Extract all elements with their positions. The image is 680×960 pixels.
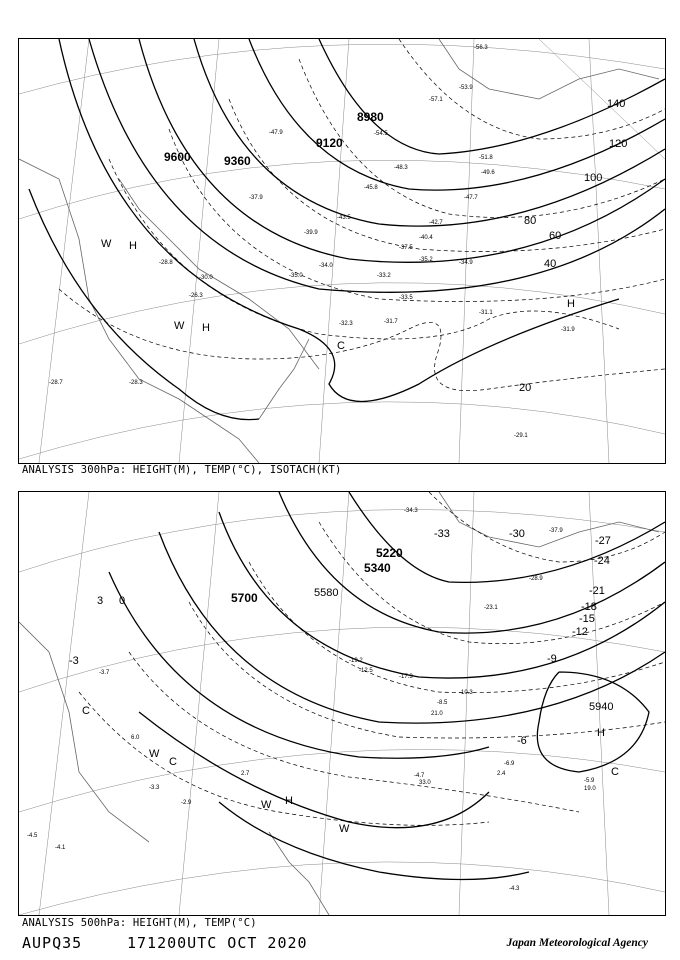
warm-center: W (339, 823, 350, 835)
height-label: 5340 (364, 561, 391, 575)
temp-label: -37.9 (549, 528, 563, 534)
cold-center: C (82, 705, 90, 717)
temp-label: -37.9 (249, 195, 263, 201)
temp-label: -56.3 (474, 45, 488, 51)
isotherm-label: -27 (595, 535, 611, 547)
map-300hpa (19, 39, 665, 463)
temp-label: -3.7 (99, 670, 110, 676)
high-center: H (597, 727, 605, 739)
temp-label: -19.2 (349, 658, 363, 664)
high-center: H (285, 795, 293, 807)
temp-label: -54.5 (374, 131, 388, 137)
temp-label: -34.0 (319, 263, 333, 269)
temp-label: -33.2 (377, 273, 391, 279)
height-label: 9600 (164, 150, 191, 164)
cold-center: C (337, 340, 345, 352)
temp-label: -12.5 (359, 668, 373, 674)
height-label: 9120 (316, 136, 343, 150)
isotherm-label: -12 (572, 626, 588, 638)
lat-lon-grid (19, 39, 665, 463)
isotherm-label: -6 (517, 735, 527, 747)
isotach-label: 120 (609, 138, 628, 150)
temp-label: -43.5 (337, 215, 351, 221)
temp-label: -51.8 (479, 155, 493, 161)
height-label: 5700 (231, 591, 258, 605)
temp-label: -2.9 (181, 800, 192, 806)
isotach-label: 140 (607, 98, 626, 110)
temp-label: 2.7 (241, 771, 250, 777)
isotherm-label: -9 (547, 653, 557, 665)
isotherm-label: -24 (594, 555, 610, 567)
height-label: 5580 (314, 587, 339, 599)
height-label: 8980 (357, 110, 384, 124)
temp-label: -37.5 (399, 245, 413, 251)
isotach-label: 100 (584, 172, 603, 184)
temp-label: -29.1 (514, 433, 528, 439)
temp-label: -31.1 (479, 310, 493, 316)
lat-lon-grid (19, 492, 665, 915)
temp-label: -4.5 (27, 833, 38, 839)
temp-label: -34.3 (404, 508, 418, 514)
height-contours (29, 39, 665, 420)
high-center: H (129, 240, 137, 252)
isotherm-label: -33 (434, 528, 450, 540)
temp-label: -33.5 (399, 295, 413, 301)
temp-label: -35.0 (289, 273, 303, 279)
warm-center: W (174, 320, 185, 332)
panel-caption-300hpa: ANALYSIS 300hPa: HEIGHT(M), TEMP(°C), ISOTACH(KT) (22, 464, 342, 476)
isotherm-contours (59, 39, 665, 391)
height-label: 5220 (376, 546, 403, 560)
temp-label: -3.3 (149, 785, 160, 791)
coastlines (19, 39, 659, 463)
temp-label: -34.9 (459, 260, 473, 266)
temp-label: -17.3 (399, 674, 413, 680)
warm-center: W (149, 748, 160, 760)
temp-label: -10.3 (459, 690, 473, 696)
high-center: H (202, 322, 210, 334)
temp-label: -28.9 (529, 576, 543, 582)
warm-center: W (101, 238, 112, 250)
temp-label: -47.9 (269, 130, 283, 136)
temp-label: 19.0 (584, 786, 596, 792)
temp-label: -42.7 (429, 220, 443, 226)
temp-label: -28.3 (129, 380, 143, 386)
temp-label: -53.9 (459, 85, 473, 91)
isotach-label: 60 (549, 230, 562, 242)
temp-label: -39.9 (304, 230, 318, 236)
temp-label: -57.1 (429, 97, 443, 103)
isotherm-contours (79, 492, 665, 825)
temp-label: -40.4 (419, 235, 433, 241)
temp-label: -8.5 (437, 700, 448, 706)
isotherm-label: -3 (69, 655, 79, 667)
isotherm-label: -15 (579, 613, 595, 625)
high-center: H (567, 298, 575, 310)
temp-label: -48.3 (394, 165, 408, 171)
map-500hpa (19, 492, 665, 915)
warm-center: W (261, 799, 272, 811)
temp-label: -32.3 (339, 321, 353, 327)
temp-label: -28.8 (159, 260, 173, 266)
isotherm-label: 3 (97, 595, 104, 607)
cold-center: C (169, 756, 177, 768)
temp-label: -4.3 (509, 886, 520, 892)
isotherm-label: 0 (119, 595, 126, 607)
temp-label: -49.6 (481, 170, 495, 176)
height-label: 5940 (589, 701, 614, 713)
coastlines (19, 492, 659, 915)
temp-label: -31.7 (384, 319, 398, 325)
temp-label: -23.1 (484, 605, 498, 611)
temp-label: 2.4 (497, 771, 506, 777)
height-label: 9360 (224, 154, 251, 168)
isotherm-label: -30 (509, 528, 525, 540)
map-panel-500hpa (18, 491, 666, 916)
isotach-label: 40 (544, 258, 557, 270)
temp-label: -28.7 (49, 380, 63, 386)
temp-label: -30.0 (199, 275, 213, 281)
temp-label: -31.9 (561, 327, 575, 333)
cold-center: C (611, 766, 619, 778)
temp-label: -4.1 (55, 845, 66, 851)
chart-id: AUPQ35 (22, 934, 83, 952)
temp-label: -47.7 (464, 195, 478, 201)
panel-caption-500hpa: ANALYSIS 500hPa: HEIGHT(M), TEMP(°C) (22, 917, 257, 929)
agency-name: Japan Meteorological Agency (506, 937, 648, 949)
isotherm-label: -18 (581, 601, 597, 613)
temp-label: -26.3 (189, 293, 203, 299)
temp-label: -4.7 (414, 773, 425, 779)
temp-label: -35.2 (419, 257, 433, 263)
valid-time: 171200UTC OCT 2020 (127, 934, 308, 952)
isotherm-label: -21 (589, 585, 605, 597)
temp-label: 33.0 (419, 780, 431, 786)
temp-label: 6.0 (131, 735, 140, 741)
temp-label: -5.9 (584, 778, 595, 784)
temp-label: -6.9 (504, 761, 515, 767)
map-panel-300hpa (18, 38, 666, 464)
temp-label: 21.0 (431, 711, 443, 717)
temp-label: -45.8 (364, 185, 378, 191)
isotach-label: 20 (519, 382, 532, 394)
isotach-label: 80 (524, 215, 537, 227)
